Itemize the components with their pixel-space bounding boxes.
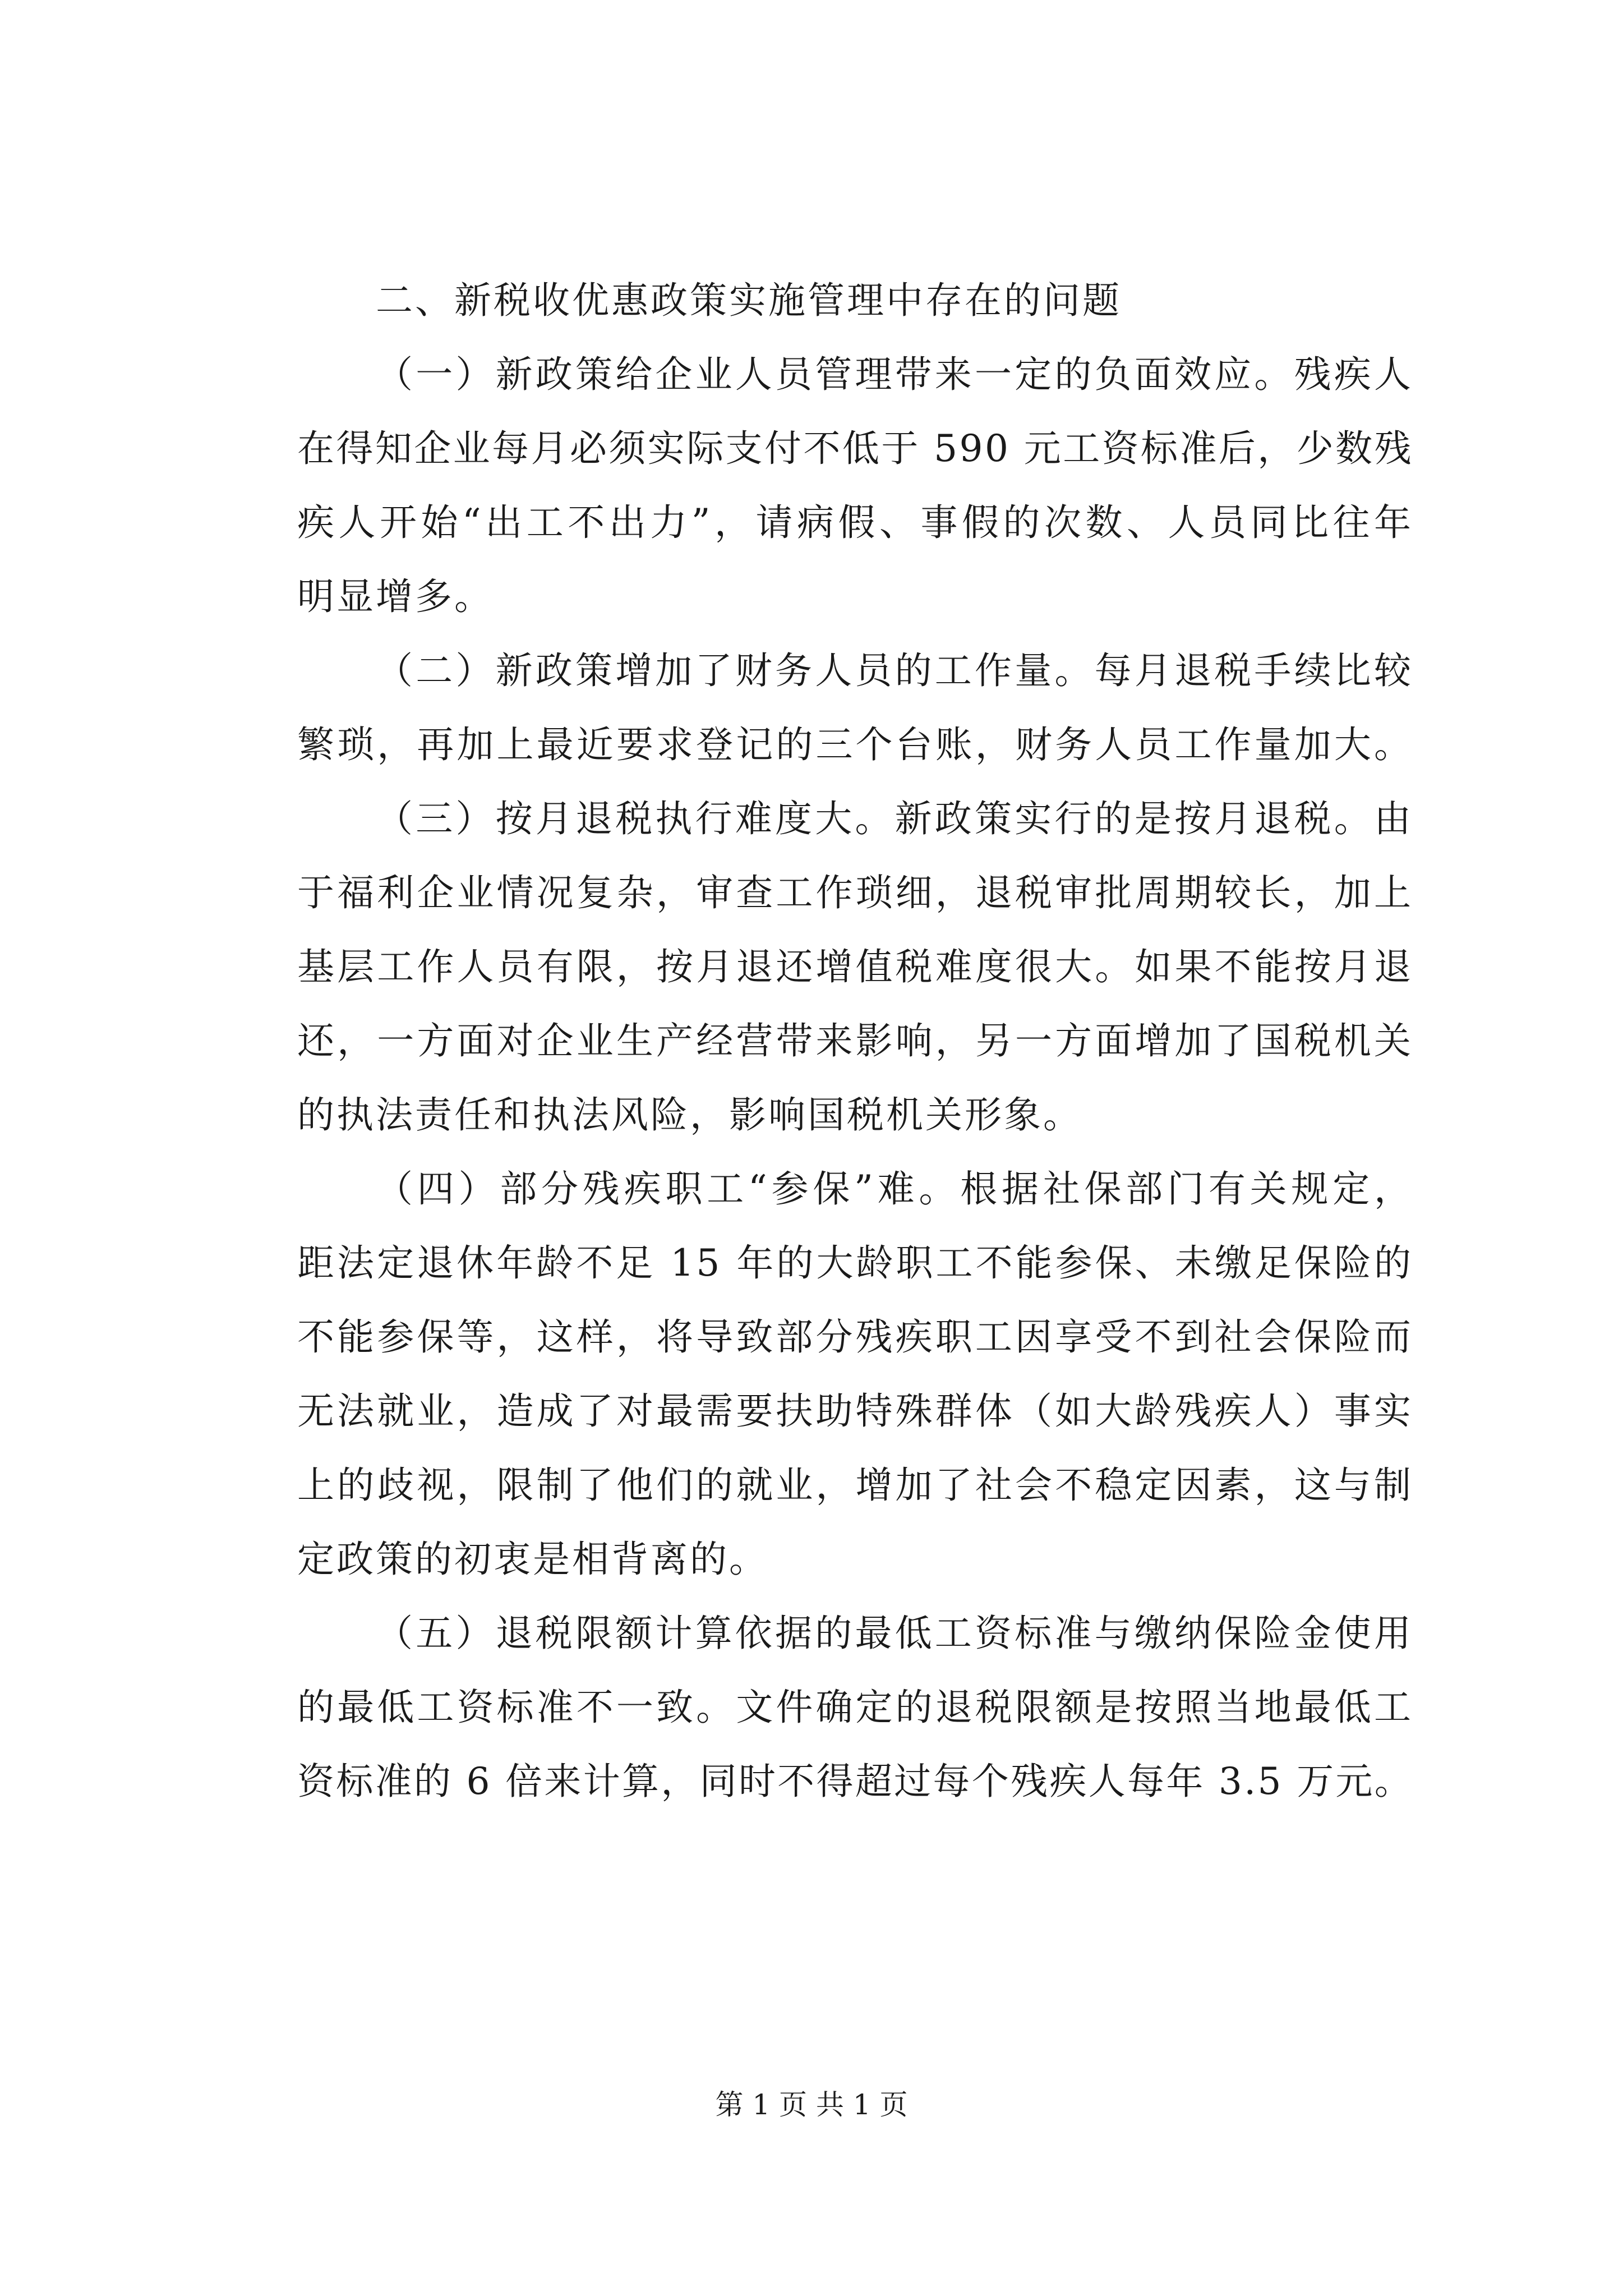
body-line: （四）部分残疾职工“参保”难。根据社保部门有关规定， [376, 1167, 1413, 1211]
body-line: （一）新政策给企业人员管理带来一定的负面效应。残疾人 [376, 353, 1413, 396]
body-line: （五）退税限额计算依据的最低工资标准与缴纳保险金使用 [376, 1612, 1413, 1655]
body-line: 疾人开始“出工不出力”，请病假、事假的次数、人员同比往年 [297, 501, 1413, 544]
body-line: 明显增多。 [297, 575, 494, 618]
body-line: 定政策的初衷是相背离的。 [297, 1538, 768, 1581]
body-line: （二）新政策增加了财务人员的工作量。每月退税手续比较 [376, 649, 1413, 692]
body-line: 不能参保等，这样，将导致部分残疾职工因享受不到社会保险而 [297, 1315, 1413, 1359]
body-line: 无法就业，造成了对最需要扶助特殊群体（如大龄残疾人）事实 [297, 1389, 1413, 1433]
body-line: 上的歧视，限制了他们的就业，增加了社会不稳定因素，这与制 [297, 1464, 1413, 1507]
body-line: 的执法责任和执法风险，影响国税机关形象。 [297, 1093, 1082, 1137]
document-body [297, 264, 1413, 1819]
body-line: 繁琐，再加上最近要求登记的三个台账，财务人员工作量加大。 [297, 723, 1413, 766]
body-line: 基层工作人员有限，按月退还增值税难度很大。如果不能按月退 [297, 945, 1413, 988]
body-line: 还，一方面对企业生产经营带来影响，另一方面增加了国税机关 [297, 1019, 1413, 1062]
body-line: 资标准的 6 倍来计算，同时不得超过每个残疾人每年 3.5 万元。 [297, 1760, 1413, 1803]
page-number-footer [0, 2088, 1623, 2122]
body-line: 的最低工资标准不一致。文件确定的退税限额是按照当地最低工 [297, 1686, 1413, 1729]
section-heading: 二、新税收优惠政策实施管理中存在的问题 [376, 279, 1122, 322]
page-number-label: 第 1 页 共 1 页 [715, 2088, 908, 2121]
body-line: 在得知企业每月必须实际支付不低于 590 元工资标准后，少数残 [297, 427, 1413, 470]
body-line: 于福利企业情况复杂，审查工作琐细，退税审批周期较长，加上 [297, 871, 1413, 914]
body-line: （三）按月退税执行难度大。新政策实行的是按月退税。由 [376, 797, 1413, 840]
body-line: 距法定退休年龄不足 15 年的大龄职工不能参保、未缴足保险的 [297, 1241, 1413, 1285]
